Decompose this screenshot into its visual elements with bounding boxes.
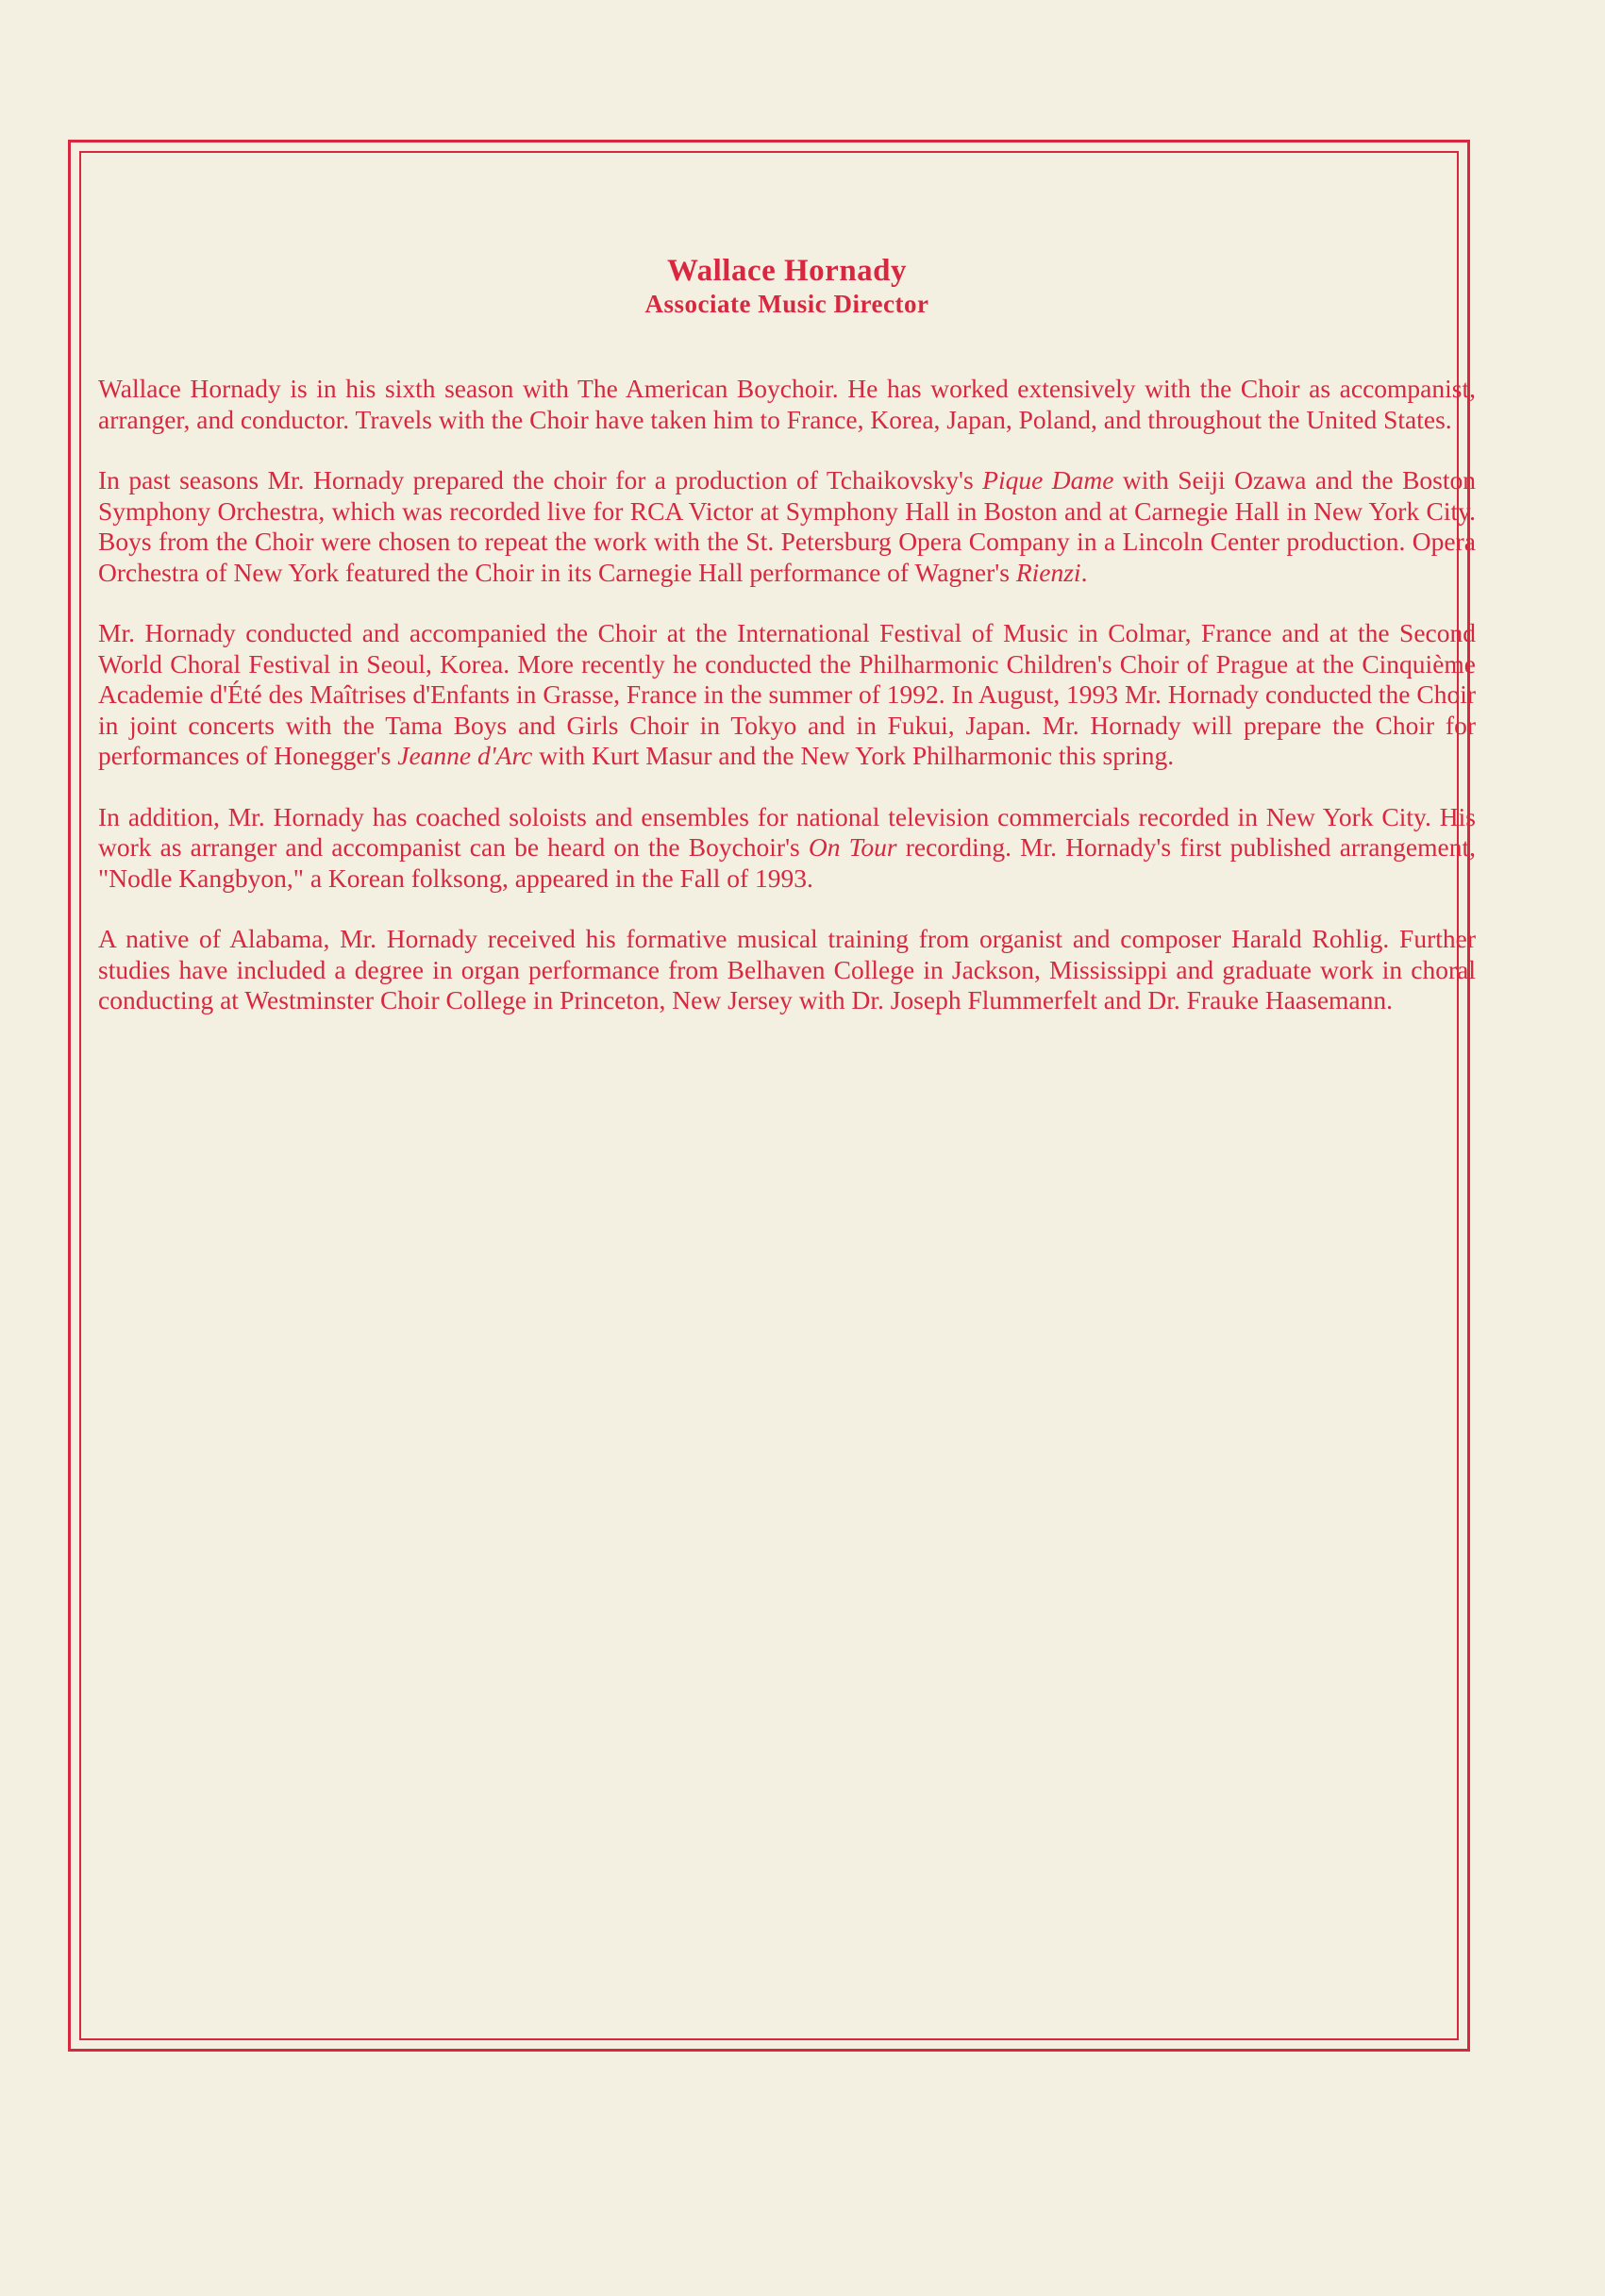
bio-paragraph-5: A native of Alabama, Mr. Hornady received his formative musical training from organist and composer Harald Rohlig. Further studies have included a degree in organ performance from Belhaven College in Jackson, Mississippi and graduate work in choral conducting at Westminster Choir College in Princeton, New Jersey with Dr. Joseph Flummerfelt and Dr. Frauke Haasemann. — [98, 924, 1476, 1014]
bio-paragraph-2 — [98, 465, 1476, 588]
bio-paragraph-1: Wallace Hornady is in his sixth season with The American Boychoir. He has worked extensively with the Choir as accompanist, arranger, and conductor. Travels with the Choir have taken him to France, Korea, Japan, Poland, and throughout the United States. — [98, 374, 1476, 434]
page-title: Wallace Hornady — [666, 254, 908, 288]
work-title-jeanne-darc: Jeanne d'Arc — [397, 741, 533, 770]
page-subtitle: Associate Music Director — [644, 290, 929, 318]
text-run: with Seiji Ozawa and the Boston Symphony Orchestra, which was recorded live for RCA Victor at Symphony Hall in Boston and at Carnegie Hall in New York City. Boys from the Choir were chosen to repeat the work with the St. Petersburg Opera Company in a Lincoln Center production. Opera Orchestra of New York featured the Choir in its Carnegie Hall performance of Wagner's — [98, 465, 1477, 587]
text-run: In past seasons Mr. Hornady prepared the choir for a production of Tchaikovsky's — [98, 465, 983, 494]
text-run: . — [1080, 557, 1088, 587]
text-run: with Kurt Masur and the New York Philharmonic this spring. — [532, 741, 1175, 770]
work-title-pique-dame: Pique Dame — [982, 465, 1114, 494]
work-title-rienzi: Rienzi — [1015, 557, 1081, 587]
text-run: Mr. Hornady conducted and accompanied the Choir at the International Festival of Music in Colmar, France and at the Second World Choral Festival in Seoul, Korea. More recently he conducted the Philharmonic Children's Choir of Prague at the Cinquième Academie d'Été des Maîtrises d'Enfants in Grasse, France in the summer of 1992. In August, 1993 Mr. Hornady conducted the Choir in joint concerts with the Tama Boys and Girls Choir in Tokyo and in Fukui, Japan. Mr. Hornady will prepare the Choir for performances of Honegger's — [98, 618, 1476, 770]
bio-content — [98, 253, 1476, 1047]
bio-paragraph-3 — [98, 618, 1476, 772]
text-run: In addition, Mr. Hornady has coached soloists and ensembles for national television commercials recorded in New York City. His work as arranger and accompanist can be heard on the Boychoir's — [98, 801, 1476, 862]
work-title-on-tour: On Tour — [808, 832, 897, 862]
bio-paragraph-4 — [98, 802, 1476, 895]
text-run: recording. Mr. Hornady's first published arrangement, "Nodle Kangbyon," a Korean folksong, appeared in the Fall of 1993. — [98, 832, 1476, 893]
